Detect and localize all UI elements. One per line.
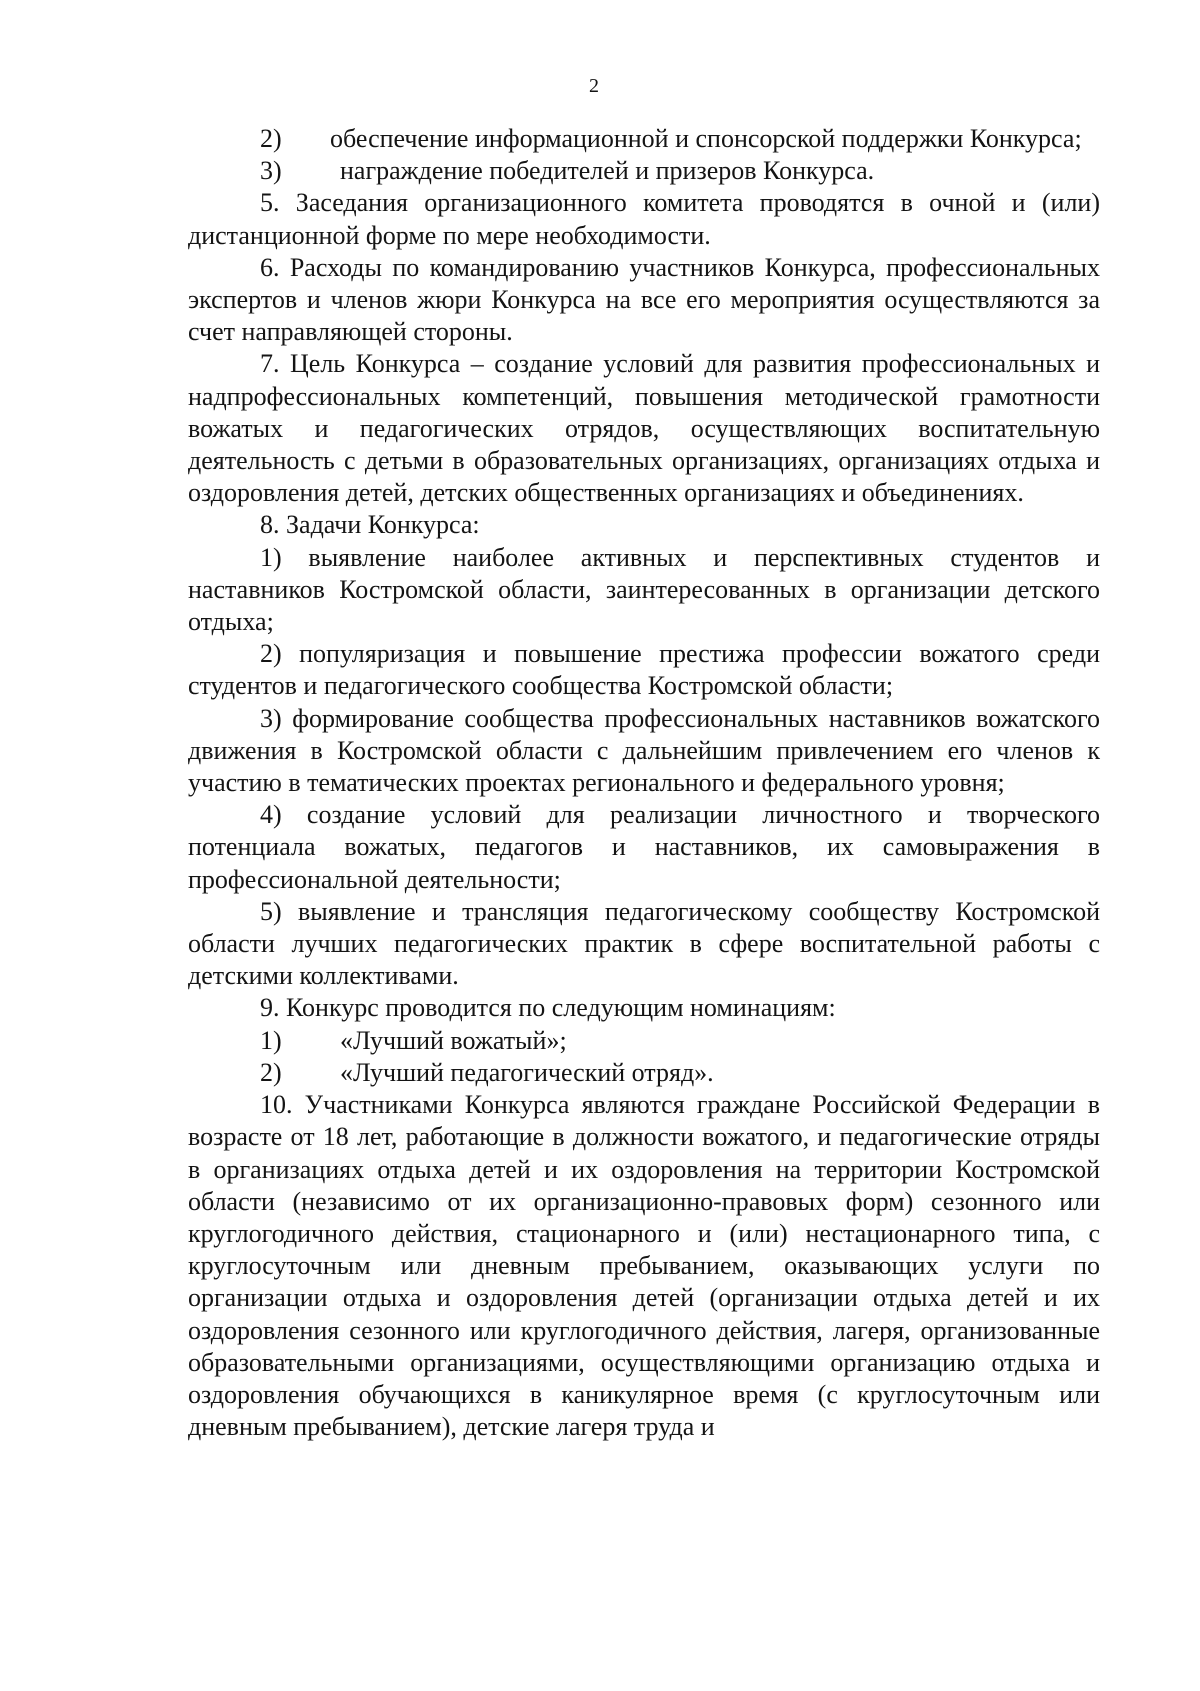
list-item-text: награждение победителей и призеров Конкурса. [340,156,875,186]
list-item-text: «Лучший вожатый»; [340,1025,567,1055]
paragraph: 10. Участниками Конкурса являются граждане Российской Федерации в возрасте от 18 лет, работающие в должности вожатого, и педагогические отряды в организациях отдыха детей и их оздоровления на территории Костромской области (независимо от их организационно-правовых форм) сезонного или круглогодичного действия, стационарного и (или) нестационарного типа, с круглосуточным или дневным пребыванием, оказывающих услуги по организации отдыха и оздоровления детей (организации отдыха детей и их оздоровления сезонного или круглогодичного действия, лагеря, организованные образовательными организациями, осуществляющими организацию отдыха и оздоровления обучающихся в каникулярное время (с круглосуточным или дневным пребыванием), детские лагеря труда и [188,1090,1100,1442]
paragraph: 6. Расходы по командированию участников Конкурса, профессиональных экспертов и членов жюри Конкурса на все его мероприятия осуществляются за счет направляющей стороны. [188,252,1100,347]
list-item-number: 3) [260,156,282,186]
list-item-text: «Лучший педагогический отряд». [340,1057,714,1087]
paragraph: 1) выявление наиболее активных и перспективных студентов и наставников Костромской области, заинтересованных в организации детского отдыха; [188,542,1100,637]
list-item-number: 2) [260,124,282,153]
document-body [188,123,1100,1443]
list-item-number: 2) [260,1057,282,1087]
list-item [188,1025,1100,1057]
list-item [188,1057,1100,1089]
list-item [188,155,1100,187]
list-item [188,123,1100,155]
paragraph: 9. Конкурс проводится по следующим номинациям: [260,993,836,1023]
paragraph: 5. Заседания организационного комитета проводятся в очной и (или) дистанционной форме по мере необходимости. [188,188,1100,250]
paragraph: 2) популяризация и повышение престижа профессии вожатого среди студентов и педагогического сообщества Костромской области; [188,639,1100,701]
paragraph: 5) выявление и трансляция педагогическому сообществу Костромской области лучших педагогических практик в сфере воспитательной работы с детскими коллективами. [188,896,1100,991]
paragraph: 7. Цель Конкурса – создание условий для развития профессиональных и надпрофессиональных компетенций, повышения методической грамотности вожатых и педагогических отрядов, осуществляющих воспитательную деятельность с детьми в образовательных организациях, организациях отдыха и оздоровления детей, детских общественных организациях и объединениях. [188,349,1100,508]
list-item-number: 1) [260,1025,282,1055]
paragraph: 4) создание условий для реализации личностного и творческого потенциала вожатых, педагогов и наставников, их самовыражения в профессиональной деятельности; [188,800,1100,894]
page-number: 2 [589,75,599,97]
paragraph: 3) формирование сообщества профессиональных наставников вожатского движения в Костромской области с дальнейшим привлечением его членов к участию в тематических проектах регионального и федерального уровня; [188,703,1100,798]
list-item-text: обеспечение информационной и спонсорской поддержки Конкурса; [330,124,1082,153]
paragraph: 8. Задачи Конкурса: [260,510,480,540]
